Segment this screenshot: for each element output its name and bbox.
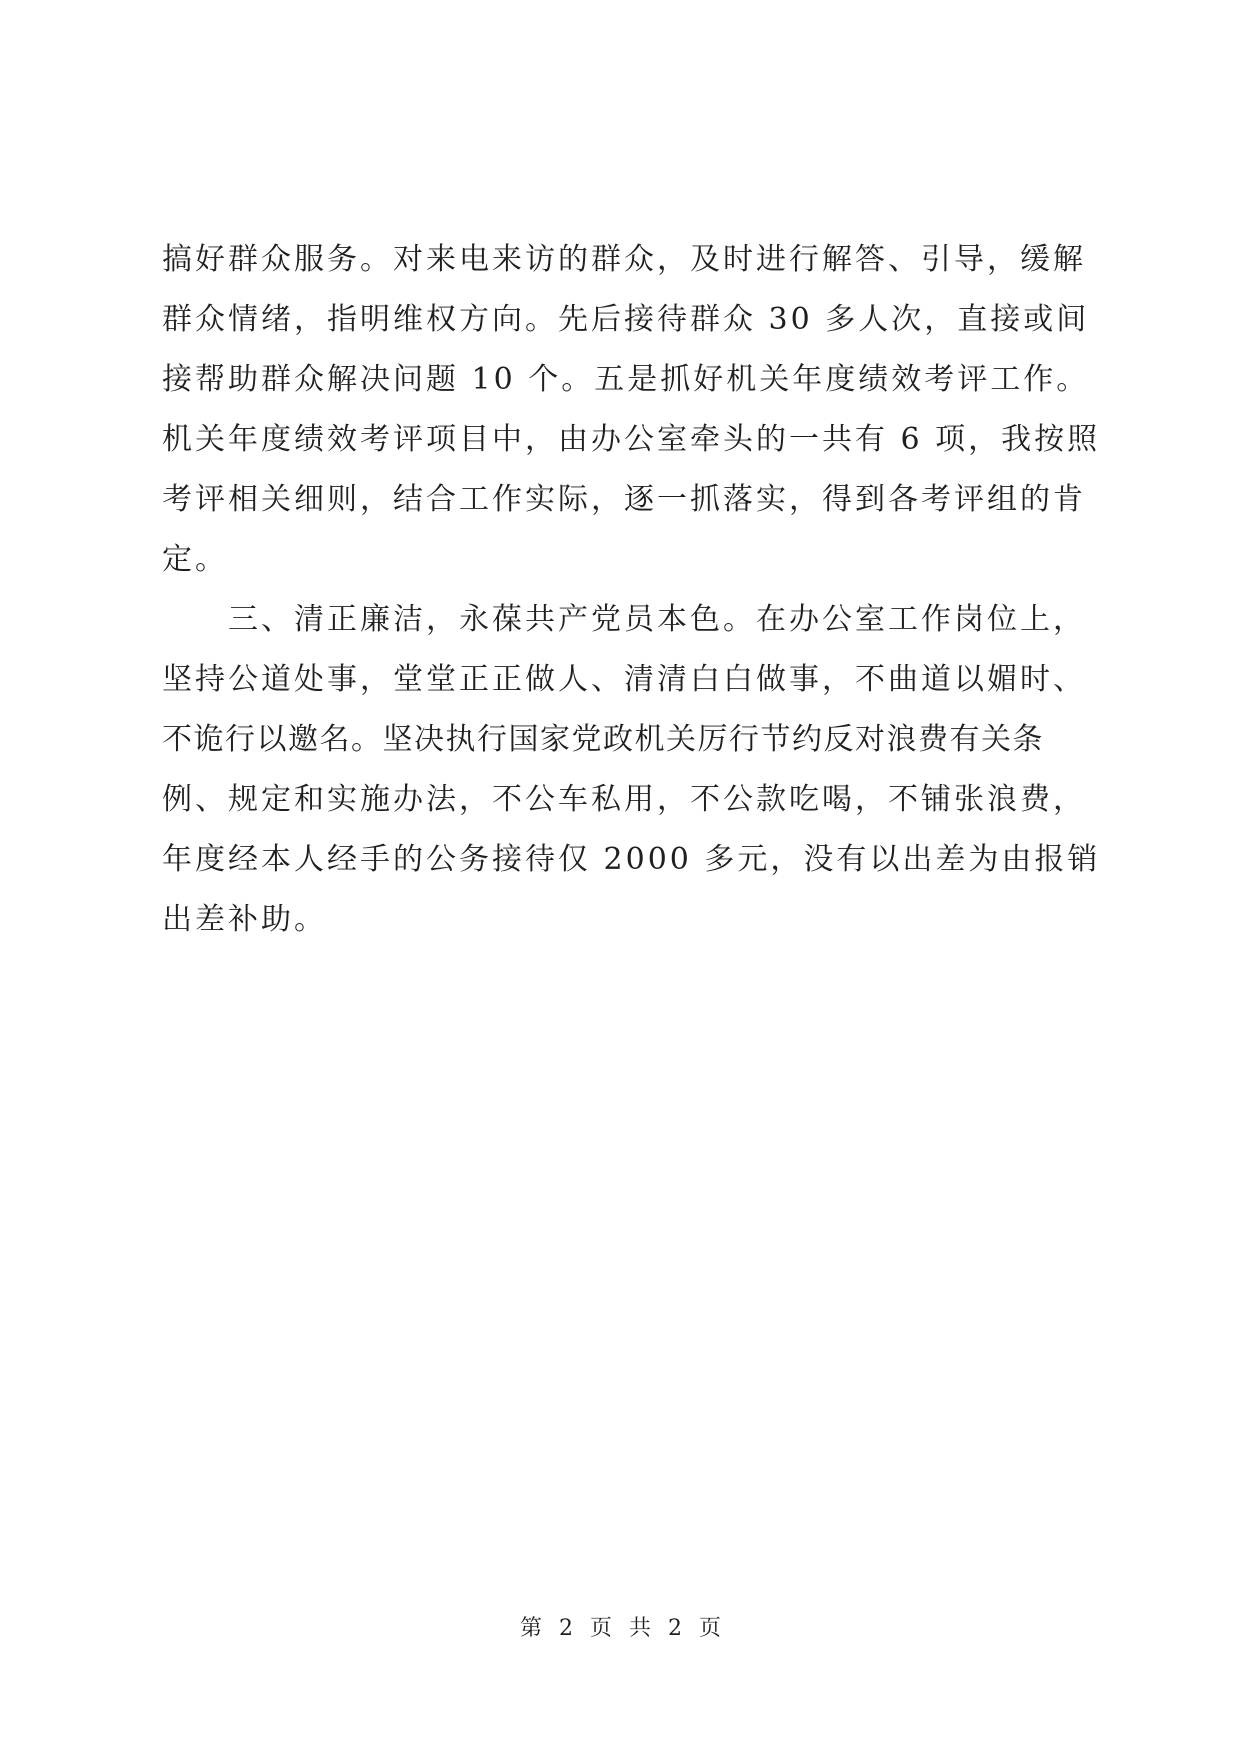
text-line: 接帮助群众解决问题 10 个。五是抓好机关年度绩效考评工作。 [162,362,1090,397]
text-line: 坚持公道处事，堂堂正正做人、清清白白做事，不曲道以媚时、 [162,662,1086,697]
text-line: 搞好群众服务。对来电来访的群众，及时进行解答、引导，缓解 [162,242,1086,277]
page-indicator: 第 2 页 共 2 页 [520,1616,721,1641]
text-line: 出差补助。 [162,902,327,937]
body-text [162,230,1101,950]
text-line: 考评相关细则，结合工作实际，逐一抓落实，得到各考评组的肯 [162,482,1086,517]
text-line: 群众情绪，指明维权方向。先后接待群众 30 多人次，直接或间 [162,302,1090,337]
text-line: 不诡行以邀名。坚决执行国家党政机关厉行节约反对浪费有关条 [162,722,1044,757]
page-footer [0,1614,1241,1644]
section-heading-line: 三、清正廉洁，永葆共产党员本色。在办公室工作岗位上， [228,602,1086,637]
text-line: 机关年度绩效考评项目中，由办公室牵头的一共有 6 项，我按照 [162,422,1101,457]
text-line: 年度经本人经手的公务接待仅 2000 多元，没有以出差为由报销 [162,842,1101,877]
text-line: 例、规定和实施办法，不公车私用，不公款吃喝，不铺张浪费， [162,782,1086,817]
text-line: 定。 [162,542,228,577]
